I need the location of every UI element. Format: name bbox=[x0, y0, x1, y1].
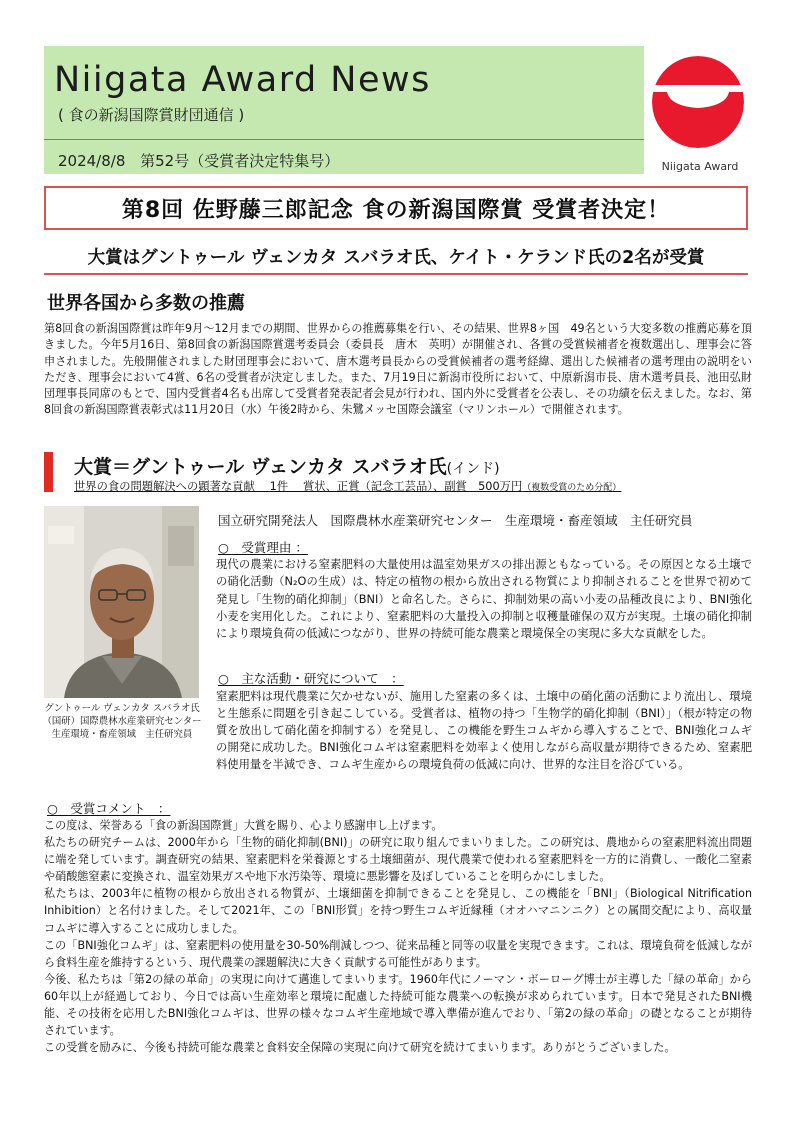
comment-paragraph: この受賞を励みに、今後も持続可能な農業と食料安全保障の実現に向けて研究を続けてまいります。ありがとうございました。 bbox=[44, 1041, 676, 1055]
laureate-affiliation: 国立研究開発法人 国際農林水産業研究センター 生産環境・畜産領域 主任研究員 bbox=[218, 513, 693, 528]
subheadline-divider bbox=[44, 273, 748, 275]
activity-heading: ○ 主な活動・研究について ： bbox=[218, 671, 404, 686]
comment-paragraph: 私たちは、2003年に植物の根から放出される物質が、土壌細菌を抑制できることを発見し、この機能を「BNI」（Biological Nitrification Inhibition）と名付けました。そして2021年、この「BNI形質」を持つ野生コムギ近縁種（オオハマニンニク）との属間交配により、高収量コムギに導入することに成功しました。 bbox=[44, 887, 752, 935]
comment-body bbox=[44, 817, 752, 1056]
section-body: 第8回食の新潟国際賞は昨年9月～12月までの期間、世界からの推薦募集を行い、その結果、世界8ヶ国 49名という大変多数の推薦応募を頂きました。今年5月16日、第8回食の新潟国際賞選考委員会（委員長 唐木 英明）が開催され、各賞の受賞候補者を複数選出し、理事会に答申されました。先般開催されました財団理事会において、唐木選考員長からの受賞候補者の選考経緯、選出した候補者の選考理由の説明をいただき、理事会において4賞、6名の受賞者が決定しました。また、7月19日に新潟市役所において、中原新潟市長、唐木選考員長、池田弘財団理事長同席のもとで、国内受賞者4名も出席して受賞者発表記者会見が行われ、国内外に受賞者を公表し、その功績を伝えました。なお、第8回食の新潟国際賞表彰式は11月20日（水）午後2時から、朱鷺メッセ国際会議室（マリンホール）で開催されます。 bbox=[44, 322, 752, 417]
headline-box bbox=[44, 186, 748, 230]
newsletter-title: Niigata Award News bbox=[54, 60, 431, 100]
niigata-award-logo bbox=[651, 46, 745, 156]
comment-paragraph: 私たちの研究チームは、2000年から「生物的硝化抑制(BNI)」の研究に取り組んでまいりました。この研究は、農地からの窒素肥料流出問題に端を発しています。調査研究の結果、窒素肥料を栄養源とする土壌細菌が、現代農業で使われる窒素肥料を一方的に消費し、一酸化二窒素や硝酸態窒素に変換され、温室効果ガスや地下水汚染等、環境に悪影響を及ぼしていることを明らかにしました。 bbox=[44, 836, 752, 884]
reason-body: 現代の農業における窒素肥料の大量使用は温室効果ガスの排出源ともなっている。その原因となる土壌での硝化活動（N₂Oの生成）は、特定の植物の根から放出される物質により抑制されることを世界で初めて発見し「生物的硝化抑制」（BNI）と命名した。さらに、抑制効果の高い小麦の品種改良により、BNI強化小麦を実用化した。これにより、窒素肥料の大量投入の抑制と収穫量確保の双方が実現。土壌の硝化抑制により環境負荷の低減につながり、世界の持続可能な農業と環境保全の実現に多大な貢献をした。 bbox=[216, 558, 752, 641]
award-detail-note: （複数受賞のため分配） bbox=[522, 483, 622, 493]
award-country: (インド) bbox=[446, 461, 500, 477]
subheadline: 大賞はグントゥール ヴェンカタ スバラオ氏、ケイト・ケランド氏の2名が受賞 bbox=[87, 248, 705, 268]
logo-caption: Niigata Award bbox=[661, 160, 739, 173]
reason-heading: ○ 受賞理由 ： bbox=[218, 540, 308, 555]
accent-bar bbox=[44, 452, 53, 492]
section-title: 世界各国から多数の推薦 bbox=[47, 293, 245, 314]
comment-paragraph: この「BNI強化コムギ」は、窒素肥料の使用量を30-50%削減しつつ、従来品種と同等の収量を実現できます。これは、環境負荷を低減しながら食料生産を維持するという、現代農業の課題解決に大きく貢献する可能性があります。 bbox=[44, 938, 752, 969]
award-title bbox=[74, 452, 500, 479]
photo-caption-role: 生産環境・畜産領域 主任研究員 bbox=[51, 729, 193, 740]
award-detail-text: 世界の食の問題解決への顕著な貢献 1件 賞状、正賞（記念工芸品）、副賞 500万円 bbox=[74, 480, 523, 493]
photo-caption bbox=[30, 702, 214, 741]
award-title-text: 大賞＝グントゥール ヴェンカタ スバラオ氏 bbox=[74, 456, 447, 478]
header-divider bbox=[44, 139, 644, 140]
comment-paragraph: 今後、私たちは「第2の緑の革命」の実現に向けて邁進してまいります。1960年代にノーマン・ボーローグ博士が主導した「緑の革命」から60年以上が経過しており、今日では高い生産効率と環境に配慮した持続可能な農業への転換が求められています。日本で発見されたBNI機能、その技術を応用したBNI強化コムギは、世界の様々なコムギ生産地域で導入準備が進んでおり、「第2の緑の革命」の礎となることが期待されています。 bbox=[44, 972, 752, 1038]
award-detail bbox=[74, 478, 621, 494]
headline-text: 第8回 佐野藤三郎記念 食の新潟国際賞 受賞者決定！ bbox=[121, 197, 671, 223]
laureate-photo bbox=[44, 506, 199, 698]
issue-info: 2024/8/8 第52号（受賞者決定特集号） bbox=[58, 152, 340, 170]
activity-body: 窒素肥料は現代農業に欠かせないが、施用した窒素の多くは、土壌中の硝化菌の活動により流出し、環境と生態系に問題を引き起こしている。受賞者は、植物の持つ「生物学的硝化抑制（BNI）」（根が特定の物質を放出して硝化菌を抑制する）を発見し、この機能を野生コムギから導入することで、BNI強化コムギの開発に成功した。BNI強化コムギは窒素肥料を効率よく使用しながら高収量が期待できるため、窒素肥料使用量を半減でき、コムギ生産からの環境負荷の低減に向け、世界的な注目を浴びている。 bbox=[216, 690, 752, 772]
comment-heading: ○ 受賞コメント ： bbox=[47, 801, 171, 816]
photo-caption-name: グントゥール ヴェンカタ スバラオ氏 bbox=[44, 703, 200, 714]
photo-caption-org: （国研）国際農林水産業研究センター bbox=[42, 716, 202, 727]
comment-paragraph: この度は、栄誉ある「食の新潟国際賞」大賞を賜り、心より感謝申し上げます。 bbox=[44, 819, 443, 832]
newsletter-subtitle: ( 食の新潟国際賞財団通信 ) bbox=[58, 106, 245, 124]
